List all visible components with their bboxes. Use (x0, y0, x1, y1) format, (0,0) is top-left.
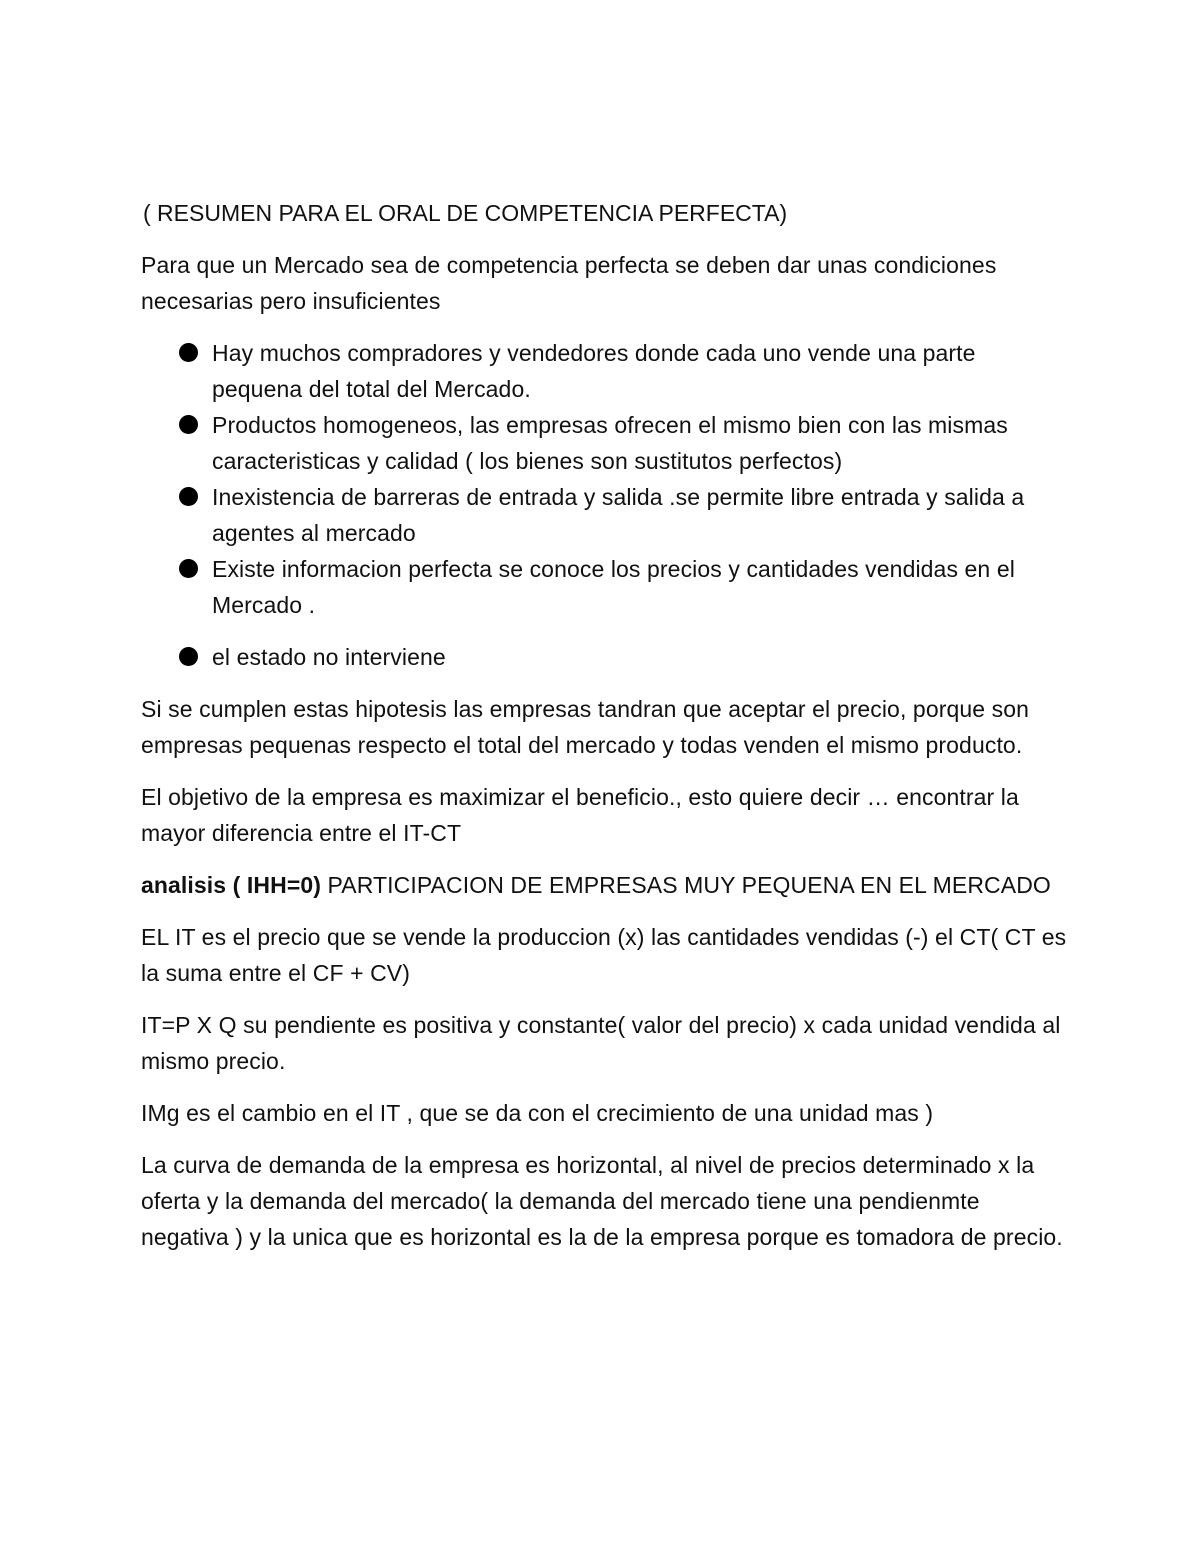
it-formula-paragraph: IT=P X Q su pendiente es positiva y constante( valor del precio) x cada unidad vendida al mismo precio. (141, 1012, 1061, 1074)
img-definition-paragraph: IMg es el cambio en el IT , que se da con el crecimiento de una unidad mas ) (141, 1100, 934, 1126)
condition-text: Existe informacion perfecta se conoce los precios y cantidades vendidas en el Mercado . (212, 556, 1015, 618)
conditions-list (141, 335, 1071, 675)
intro-paragraph: Para que un Mercado sea de competencia perfecta se deben dar unas condiciones necesarias pero insuficientes (141, 252, 997, 314)
it-definition-paragraph: EL IT es el precio que se vende la produccion (x) las cantidades vendidas (-) el CT( CT es la suma entre el CF + CV) (141, 924, 1067, 986)
condition-text: el estado no interviene (212, 644, 446, 670)
bullet-dot-icon (179, 647, 198, 666)
condition-item (141, 551, 1071, 623)
bullet-dot-icon (179, 487, 198, 506)
condition-item (141, 479, 1071, 551)
document-body (141, 195, 1071, 1271)
hypothesis-paragraph: Si se cumplen estas hipotesis las empresas tandran que aceptar el precio, porque son empresas pequenas respecto el total del mercado y todas venden el mismo producto. (141, 696, 1030, 758)
demand-paragraph: La curva de demanda de la empresa es horizontal, al nivel de precios determinado x la oferta y la demanda del mercado( la demanda del mercado tiene una pendienmte negativa ) y la unica que es horizontal es la de la empresa porque es tomadora de precio. (141, 1152, 1063, 1250)
analysis-paragraph (141, 867, 1071, 903)
bullet-dot-icon (179, 559, 198, 578)
bullet-dot-icon (179, 343, 198, 362)
analysis-text: PARTICIPACION DE EMPRESAS MUY PEQUENA EN EL MERCADO (321, 872, 1051, 898)
condition-text: Inexistencia de barreras de entrada y salida .se permite libre entrada y salida a agentes al mercado (212, 484, 1025, 546)
objective-paragraph: El objetivo de la empresa es maximizar el beneficio., esto quiere decir … encontrar la mayor diferencia entre el IT-CT (141, 784, 1019, 846)
condition-item (141, 407, 1071, 479)
condition-item (141, 639, 1071, 675)
condition-item (141, 335, 1071, 407)
bullet-dot-icon (179, 415, 198, 434)
condition-text: Productos homogeneos, las empresas ofrecen el mismo bien con las mismas caracteristicas y calidad ( los bienes son sustitutos perfectos) (212, 412, 1008, 474)
condition-text: Hay muchos compradores y vendedores donde cada uno vende una parte pequena del total del Mercado. (212, 340, 976, 402)
analysis-label: analisis ( IHH=0) (141, 872, 322, 898)
document-title: ( RESUMEN PARA EL ORAL DE COMPETENCIA PERFECTA) (143, 200, 788, 226)
